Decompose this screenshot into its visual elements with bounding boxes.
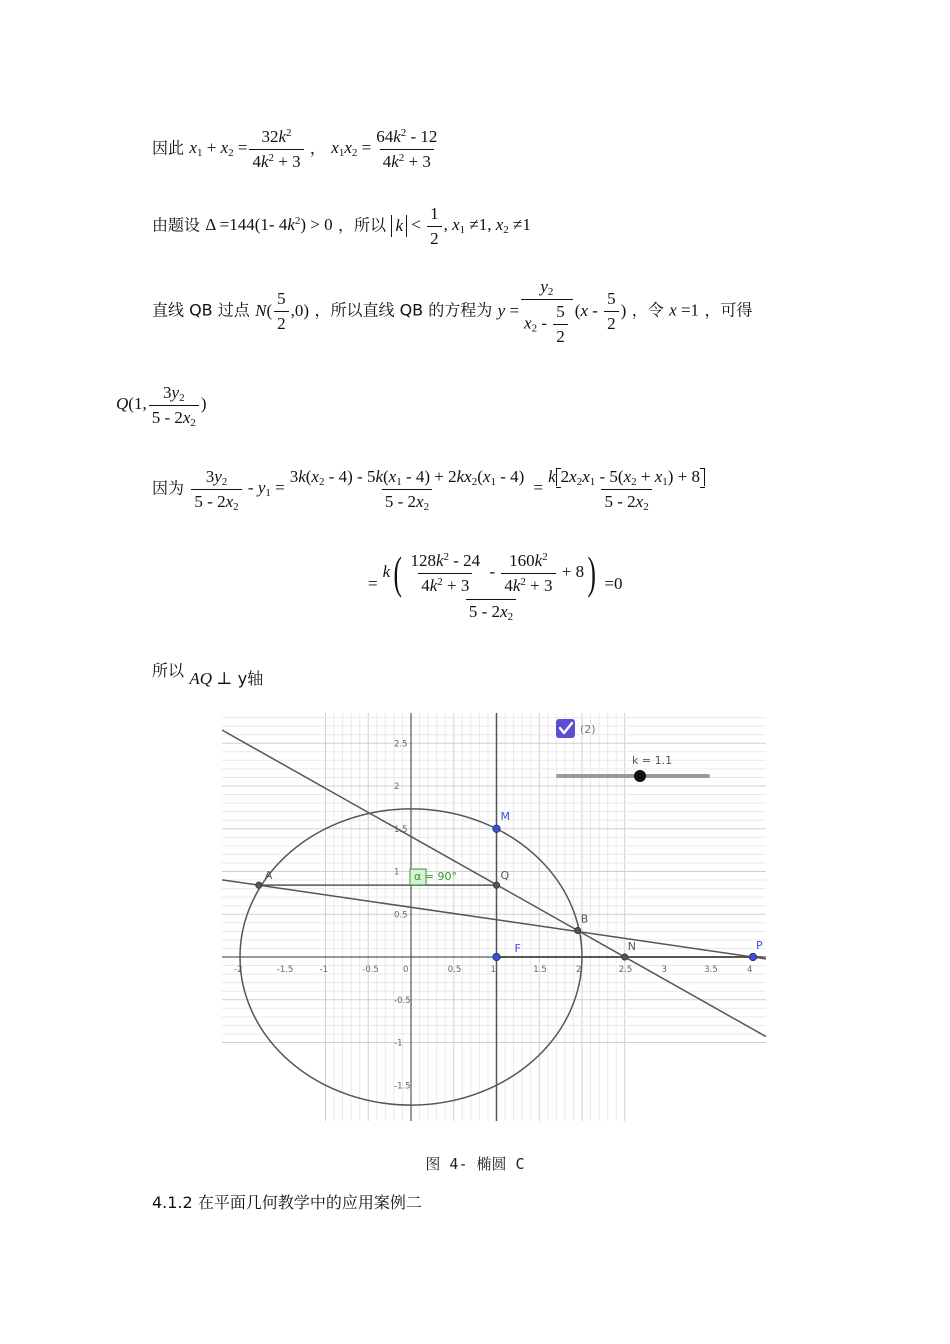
point-label-m: M bbox=[500, 809, 510, 823]
x-tick-label: 0.5 bbox=[447, 965, 462, 975]
x-tick-label: -1 bbox=[319, 965, 328, 975]
x-tick-label: 3 bbox=[661, 965, 667, 975]
y-tick-label: 2.5 bbox=[394, 739, 408, 750]
eq-discriminant: Δ =144(1- $4k^2) > 0$ bbox=[205, 215, 333, 235]
point-label-b: B bbox=[580, 912, 589, 926]
x-tick-label: -1.5 bbox=[276, 965, 294, 975]
l7-suffix: y轴 bbox=[237, 669, 264, 688]
eq-line-3 bbox=[152, 278, 752, 346]
line-ap bbox=[222, 880, 766, 959]
l5-prefix: 因为 bbox=[152, 478, 185, 498]
y-tick-label: -0.5 bbox=[394, 995, 411, 1006]
x-tick-label: 1 bbox=[490, 965, 496, 975]
angle-box bbox=[410, 869, 457, 885]
y-tick-label: -1.5 bbox=[394, 1081, 411, 1092]
l3-end: ，可得 bbox=[704, 300, 753, 320]
point-label-q: Q bbox=[500, 869, 510, 883]
angle-label: α = 90° bbox=[414, 870, 457, 883]
y-tick-label: 1 bbox=[394, 867, 400, 878]
l2-prefix: 由题设 bbox=[152, 215, 201, 235]
point-label-f: F bbox=[514, 942, 521, 955]
checkbox-label: (2) bbox=[580, 723, 596, 736]
point-label-n: N bbox=[627, 940, 636, 953]
eq-point-n: N( $\frac{5}{2}$ ,0) bbox=[255, 289, 310, 334]
point-label-a: A bbox=[264, 869, 273, 883]
tick-labels bbox=[234, 739, 752, 1091]
x-tick-label: 2 bbox=[576, 965, 582, 975]
eq-line-1 bbox=[152, 128, 442, 171]
eq-x-equals-1: x =1 bbox=[669, 300, 700, 320]
eq-perpendicular: AQ ⊥ bbox=[189, 669, 233, 688]
point-p bbox=[749, 953, 757, 961]
x-tick-label: 3.5 bbox=[704, 965, 718, 975]
slider-label: k = 1.1 bbox=[632, 754, 673, 767]
x-tick-label: -2 bbox=[234, 965, 243, 975]
eq-sum-roots: $x_1 + x_2$ = $\frac{32k^2}{4k^2 + 3}$ bbox=[189, 138, 309, 157]
x-tick-label: 2.5 bbox=[618, 965, 633, 975]
slider-k[interactable] bbox=[558, 754, 708, 782]
eq-line-4 bbox=[116, 384, 207, 427]
point-f bbox=[493, 953, 501, 961]
y-tick-label: -1 bbox=[394, 1038, 403, 1049]
l1-sep: ， bbox=[309, 138, 326, 158]
l7-prefix: 所以 bbox=[152, 661, 185, 680]
x-tick-label: 0 bbox=[403, 965, 409, 975]
eq-line-6 bbox=[368, 547, 623, 623]
l2-mid: ，所以 bbox=[338, 215, 387, 235]
x-tick-label: 4 bbox=[747, 965, 753, 975]
figure-caption: 图 4- 椭圆 C bbox=[425, 1155, 525, 1173]
y-tick-label: 0.5 bbox=[394, 910, 408, 921]
slider-handle[interactable] bbox=[634, 770, 646, 782]
l3-let: ，令 bbox=[631, 300, 664, 320]
point-label-p: P bbox=[756, 939, 763, 952]
x-tick-label: 1.5 bbox=[533, 965, 547, 975]
eq-result-zero: = k( $\frac{128k^2 - 24}{4k^2 + 3}$ - $\frac{160k^2}{4k^2 + 3}$ + 8) $5 - 2x_2$ =0 bbox=[368, 547, 623, 623]
l3-prefix: 直线 QB 过点 bbox=[152, 300, 250, 320]
point-b bbox=[575, 927, 581, 933]
eq-product-roots: $x_1x_2$ = $\frac{64k^2 - 12}{4k^2 + 3}$ bbox=[331, 127, 438, 171]
section-number: 4.1.2 bbox=[152, 1193, 193, 1212]
subsection-heading bbox=[152, 1190, 422, 1213]
eq-k-range: k < $\frac{1}{2}$ , $x_1 \ne 1$, $x_2 \ne 1$ bbox=[391, 215, 530, 234]
point-q bbox=[493, 882, 499, 888]
eq-line-2 bbox=[152, 205, 531, 248]
y-tick-label: 1.5 bbox=[394, 824, 408, 835]
point-m bbox=[493, 825, 501, 833]
section-title: 在平面几何教学中的应用案例二 bbox=[197, 1193, 422, 1212]
eq-line-7 bbox=[152, 661, 264, 688]
point-a bbox=[256, 882, 262, 888]
x-tick-label: -0.5 bbox=[362, 965, 379, 975]
l3-mid: ，所以直线 QB 的方程为 bbox=[314, 300, 493, 320]
ellipse-figure bbox=[222, 713, 766, 1121]
eq-line-5 bbox=[152, 468, 710, 511]
point-n bbox=[622, 954, 628, 960]
l1-prefix: 因此 bbox=[152, 138, 185, 158]
eq-difference: $\frac{3y_2}{5 - 2x_2}$ - $y_1$ = $\frac{3k(x_2 - 4) - 5k(x_1 - 4) + 2kx_2(x_1 - 4)}{5 - 2x_2}$ = $\frac{k 2x_2x_1 - 5(x_2 + x_1) + 8}{5 - 2x_2}$ bbox=[189, 478, 710, 497]
eq-line-qb: y = $y_2$ $x_2$ - $\frac{5}{2}$ (x - $\frac{5}{2}$ ) bbox=[497, 277, 627, 346]
eq-point-q: Q(1, $\frac{3y_2}{5 - 2x_2}$ ) bbox=[116, 383, 207, 429]
y-tick-label: 2 bbox=[394, 782, 400, 792]
